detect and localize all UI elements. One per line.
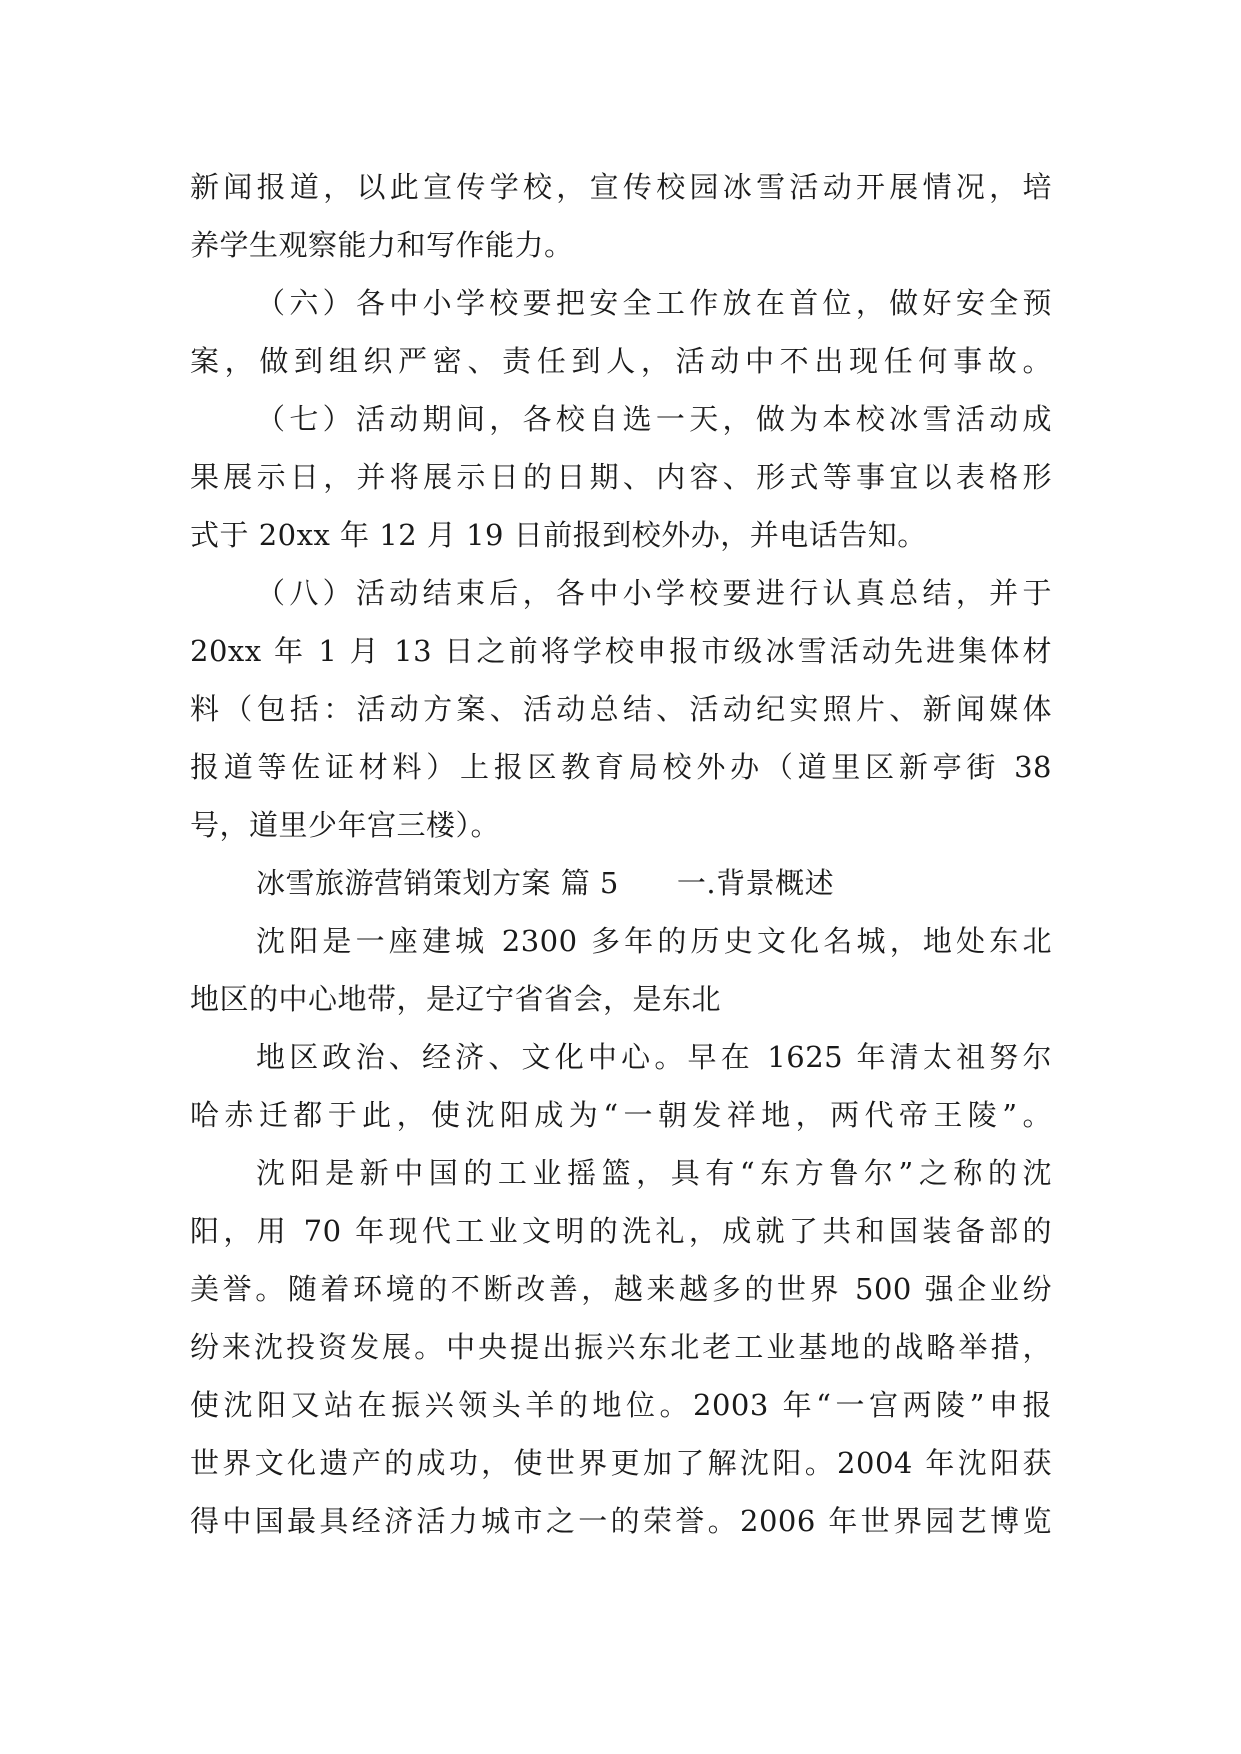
text-line: 美誉。随着环境的不断改善，越来越多的世界 500 强企业纷 [190, 1272, 1052, 1306]
text-line: 地区政治、经济、文化中心。早在 1625 年清太祖努尔 [256, 1040, 1052, 1074]
document-body [190, 158, 1052, 1550]
text-line: 阳，用 70 年现代工业文明的洗礼，成就了共和国装备部的 [190, 1214, 1052, 1248]
text-line: 式于 20xx 年 12 月 19 日前报到校外办，并电话告知。 [190, 518, 927, 552]
text-line: 新闻报道，以此宣传学校，宣传校园冰雪活动开展情况，培 [190, 170, 1052, 204]
text-line: 使沈阳又站在振兴领头羊的地位。2003 年“一宫两陵”申报 [190, 1388, 1052, 1422]
text-line: 地区的中心地带，是辽宁省省会，是东北 [190, 982, 722, 1016]
paragraph-six-start: （六）各中小学校要把安全工作放在首位，做好安全预 [256, 286, 1052, 320]
text-line: 得中国最具经济活力城市之一的荣誉。2006 年世界园艺博览 [190, 1504, 1052, 1538]
text-line: 哈赤迁都于此，使沈阳成为“一朝发祥地，两代帝王陵”。 [190, 1098, 1052, 1132]
text-line: 果展示日，并将展示日的日期、内容、形式等事宜以表格形 [190, 460, 1052, 494]
text-line: 案，做到组织严密、责任到人，活动中不出现任何事故。 [190, 344, 1052, 378]
section-subheading: 一.背景概述 [676, 866, 835, 900]
text-line: 号，道里少年宫三楼）。 [190, 808, 501, 842]
paragraph-eight-start: （八）活动结束后，各中小学校要进行认真总结，并于 [256, 576, 1052, 610]
text-line: 世界文化遗产的成功，使世界更加了解沈阳。2004 年沈阳获 [190, 1446, 1052, 1480]
paragraph-shenyang-start: 沈阳是一座建城 2300 多年的历史文化名城，地处东北 [256, 924, 1052, 958]
text-line: 料（包括：活动方案、活动总结、活动纪实照片、新闻媒体 [190, 692, 1052, 726]
text-line: 纷来沈投资发展。中央提出振兴东北老工业基地的战略举措， [190, 1330, 1052, 1364]
section-title: 冰雪旅游营销策划方案 篇 5 [256, 866, 619, 900]
text-line: 20xx 年 1 月 13 日之前将学校申报市级冰雪活动先进集体材 [190, 634, 1052, 668]
section-heading-line [190, 854, 1052, 912]
paragraph-industry-start: 沈阳是新中国的工业摇篮，具有“东方鲁尔”之称的沈 [256, 1156, 1052, 1190]
text-line: 报道等佐证材料）上报区教育局校外办（道里区新亭街 38 [190, 750, 1052, 784]
paragraph-seven-start: （七）活动期间，各校自选一天，做为本校冰雪活动成 [256, 402, 1052, 436]
text-line: 养学生观察能力和写作能力。 [190, 228, 574, 262]
